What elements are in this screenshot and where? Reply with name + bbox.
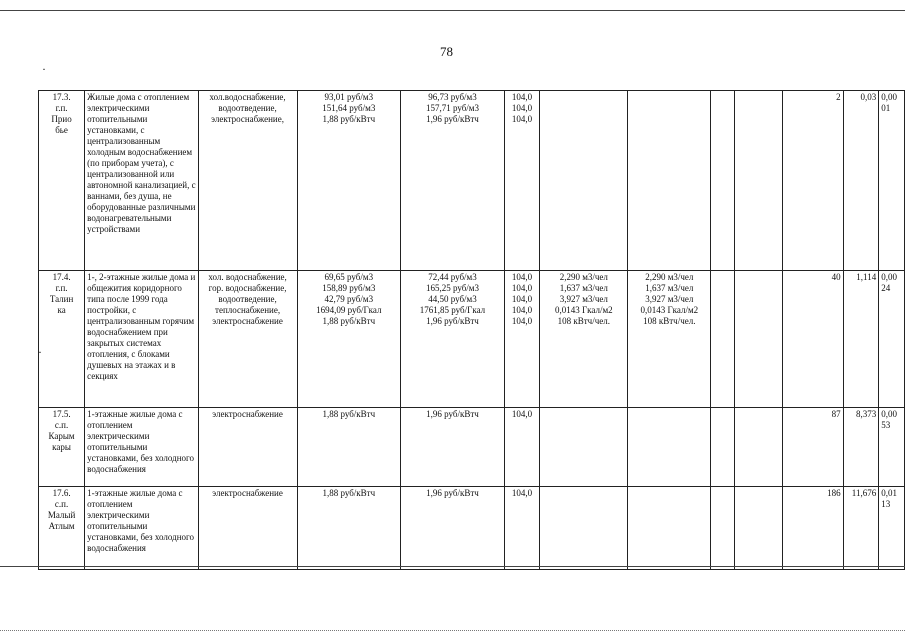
utility-services-cell: хол.водоснабжение, водоотведение, электроснабжение, xyxy=(198,91,297,271)
growth-index-cell: 104,0 104,0 104,0 xyxy=(504,91,539,271)
margin-mark: · xyxy=(38,345,42,359)
housing-description-cell: 1-, 2-этажные жилые дома и общежития коридорного типа после 1999 года постройки, с централизованным горячим водоснабжением при закрытых системах отопления, с блоками душевых на этажах и в секциях xyxy=(85,271,198,408)
empty-cell xyxy=(734,487,782,570)
tariff-current-cell: 69,65 руб/м3 158,89 руб/м3 42,79 руб/м3 1694,09 руб/Гкал 1,88 руб/кВтч xyxy=(297,271,401,408)
utility-services-cell: хол. водоснабжение, гор. водоснабжение, водоотведение, теплоснабжение, электроснабжение xyxy=(198,271,297,408)
empty-cell xyxy=(711,91,735,271)
housing-description-cell: 1-этажные жилые дома с отоплением электрическими отопительными установками, без холодного водоснабжения xyxy=(85,408,198,487)
empty-cell xyxy=(711,408,735,487)
value-cell: 8,373 xyxy=(843,408,879,487)
top-scan-line xyxy=(0,10,905,11)
consumption-norm-current-cell xyxy=(540,91,628,271)
share-cell: 0,00 24 xyxy=(879,271,905,408)
housing-description-cell: 1-этажные жилые дома с отоплением электрическими отопительными установками, без холодного водоснабжения xyxy=(85,487,198,570)
household-count-cell: 87 xyxy=(783,408,843,487)
consumption-norm-new-cell xyxy=(628,91,711,271)
empty-cell xyxy=(734,91,782,271)
tariff-new-cell: 72,44 руб/м3 165,25 руб/м3 44,50 руб/м3 1761,85 руб/Гкал 1,96 руб/кВтч xyxy=(401,271,505,408)
value-cell: 0,03 xyxy=(843,91,879,271)
household-count-cell: 186 xyxy=(783,487,843,570)
empty-cell xyxy=(711,271,735,408)
row-number-cell: 17.6. с.п. Малый Атлым xyxy=(39,487,85,570)
consumption-norm-new-cell xyxy=(628,408,711,487)
page-number: 78 xyxy=(440,44,453,59)
empty-cell xyxy=(734,408,782,487)
tariff-table xyxy=(38,90,905,570)
consumption-norm-current-cell xyxy=(540,408,628,487)
value-cell: 11,676 xyxy=(843,487,879,570)
consumption-norm-current-cell: 2,290 м3/чел 1,637 м3/чел 3,927 м3/чел 0,0143 Гкал/м2 108 кВтч/чел. xyxy=(540,271,628,408)
utility-services-cell: электроснабжение xyxy=(198,487,297,570)
tariff-new-cell: 1,96 руб/кВтч xyxy=(401,408,505,487)
consumption-norm-new-cell: 2,290 м3/чел 1,637 м3/чел 3,927 м3/чел 0,0143 Гкал/м2 108 кВтч/чел. xyxy=(628,271,711,408)
row-number-cell: 17.4. г.п. Талин ка xyxy=(39,271,85,408)
table-row xyxy=(39,487,905,570)
table-row xyxy=(39,271,905,408)
consumption-norm-current-cell xyxy=(540,487,628,570)
household-count-cell: 2 xyxy=(783,91,843,271)
tariff-current-cell: 1,88 руб/кВтч xyxy=(297,487,401,570)
tariff-current-cell: 1,88 руб/кВтч xyxy=(297,408,401,487)
tariff-new-cell: 1,96 руб/кВтч xyxy=(401,487,505,570)
share-cell: 0,00 01 xyxy=(879,91,905,271)
tariff-current-cell: 93,01 руб/м3 151,64 руб/м3 1,88 руб/кВтч xyxy=(297,91,401,271)
row-number-cell: 17.5. с.п. Карым кары xyxy=(39,408,85,487)
utility-services-cell: электроснабжение xyxy=(198,408,297,487)
growth-index-cell: 104,0 104,0 104,0 104,0 104,0 xyxy=(504,271,539,408)
share-cell: 0,01 13 xyxy=(879,487,905,570)
row-number-cell: 17.3. г.п. Прио бье xyxy=(39,91,85,271)
table-row xyxy=(39,91,905,271)
empty-cell xyxy=(734,271,782,408)
margin-mark: · xyxy=(42,62,46,76)
tariff-new-cell: 96,73 руб/м3 157,71 руб/м3 1,96 руб/кВтч xyxy=(401,91,505,271)
growth-index-cell: 104,0 xyxy=(504,408,539,487)
household-count-cell: 40 xyxy=(783,271,843,408)
growth-index-cell: 104,0 xyxy=(504,487,539,570)
consumption-norm-new-cell xyxy=(628,487,711,570)
housing-description-cell: Жилые дома с отоплением электрическими отопительными установками, с централизованным холодным водоснабжением (по приборам учета), с централизованной или автономной канализацией, с ваннами, без душа, не оборудованные различными водонагревательными устройствами xyxy=(85,91,198,271)
value-cell: 1,114 xyxy=(843,271,879,408)
bottom-edge-line xyxy=(0,630,905,631)
bottom-scan-line xyxy=(0,566,905,567)
empty-cell xyxy=(711,487,735,570)
table-row xyxy=(39,408,905,487)
share-cell: 0,00 53 xyxy=(879,408,905,487)
